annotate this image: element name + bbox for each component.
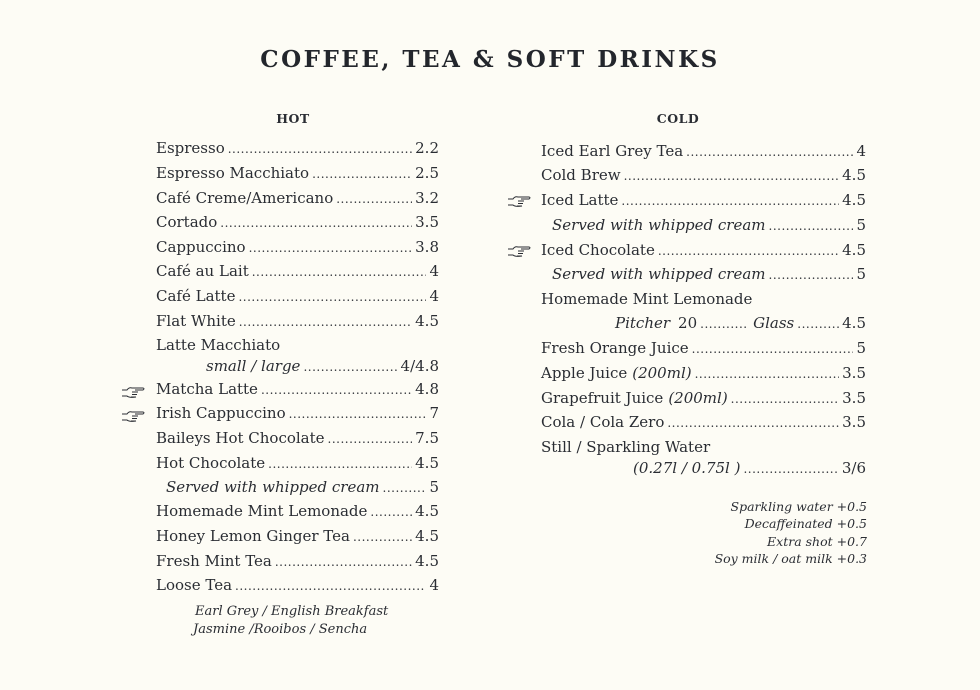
menu-item: Cortado ..... 3.5 xyxy=(156,212,439,232)
menu-item: Homemade Mint Lemonade xyxy=(541,290,753,308)
menu-item: Matcha Latte ..... 4.8 xyxy=(156,379,439,399)
hand-pointing-right-icon xyxy=(507,194,533,208)
menu-item: Flat White ..... 4.5 xyxy=(156,311,439,331)
extra-item: Decaffeinated +0.5 xyxy=(744,516,867,532)
menu-item: Café Latte ..... 4 xyxy=(156,286,439,306)
menu-item: Café au Lait ..... 4 xyxy=(156,261,439,281)
menu-item: Honey Lemon Ginger Tea ..... 4.5 xyxy=(156,526,439,546)
menu-item: Latte Macchiato xyxy=(156,336,281,354)
extras-list xyxy=(715,498,867,567)
menu-item: Fresh Orange Juice ..... 5 xyxy=(541,338,866,358)
menu-item: Fresh Mint Tea ..... 4.5 xyxy=(156,551,439,571)
extra-item: Sparkling water +0.5 xyxy=(730,499,867,514)
menu-item-size: (0.27l / 0.75l ) ..... 3/6 xyxy=(633,458,866,478)
menu-item: Iced Chocolate ..... 4.5 xyxy=(541,240,866,260)
menu-item: Baileys Hot Chocolate ..... 7.5 xyxy=(156,428,439,448)
extra-item: Extra shot +0.7 xyxy=(767,533,867,549)
menu-item: Cola / Cola Zero ..... 3.5 xyxy=(541,412,866,432)
menu-item: Irish Cappuccino ..... 7 xyxy=(156,403,439,423)
menu-item: Loose Tea ..... 4 xyxy=(156,575,439,595)
hand-pointing-right-icon xyxy=(121,409,147,423)
hand-pointing-right-icon xyxy=(121,385,147,399)
menu-item: Iced Latte ..... 4.5 xyxy=(541,190,866,210)
extra-item: Soy milk / oat milk +0.3 xyxy=(714,550,867,566)
menu-item-size: small / large ..... 4/4.8 xyxy=(206,356,439,376)
menu-item: Cold Brew ..... 4.5 xyxy=(541,165,866,185)
menu-title: COFFEE, TEA & SOFT DRINKS xyxy=(260,46,720,73)
tea-varieties-note: Jasmine /Rooibos / Sencha xyxy=(193,622,368,637)
menu-item-option: Served with whipped cream ..... 5 xyxy=(552,264,866,284)
menu-item: Cappuccino ..... 3.8 xyxy=(156,237,439,257)
menu-item: Espresso Macchiato ..... 2.5 xyxy=(156,163,439,183)
menu-item-option: Served with whipped cream ..... 5 xyxy=(552,215,866,235)
menu-item: Homemade Mint Lemonade ..... 4.5 xyxy=(156,501,439,521)
menu-item-option: Served with whipped cream ..... 5 xyxy=(166,477,439,497)
tea-varieties-note: Earl Grey / English Breakfast xyxy=(195,604,389,619)
menu-item-sizes: Pitcher 20 ..... Glass ..... 4.5 xyxy=(615,313,866,333)
menu-item: Hot Chocolate ..... 4.5 xyxy=(156,453,439,473)
menu-item: Grapefruit Juice (200ml) ..... 3.5 xyxy=(541,388,866,408)
hand-pointing-right-icon xyxy=(507,244,533,258)
menu-item: Iced Earl Grey Tea ..... 4 xyxy=(541,141,866,161)
hot-heading: HOT xyxy=(276,111,310,126)
menu-item: Espresso ..... 2.2 xyxy=(156,138,439,158)
menu-item: Still / Sparkling Water xyxy=(541,438,711,456)
cold-heading: COLD xyxy=(656,111,700,126)
menu-item: Café Creme/Americano ..... 3.2 xyxy=(156,188,439,208)
menu-item: Apple Juice (200ml) ..... 3.5 xyxy=(541,363,866,383)
